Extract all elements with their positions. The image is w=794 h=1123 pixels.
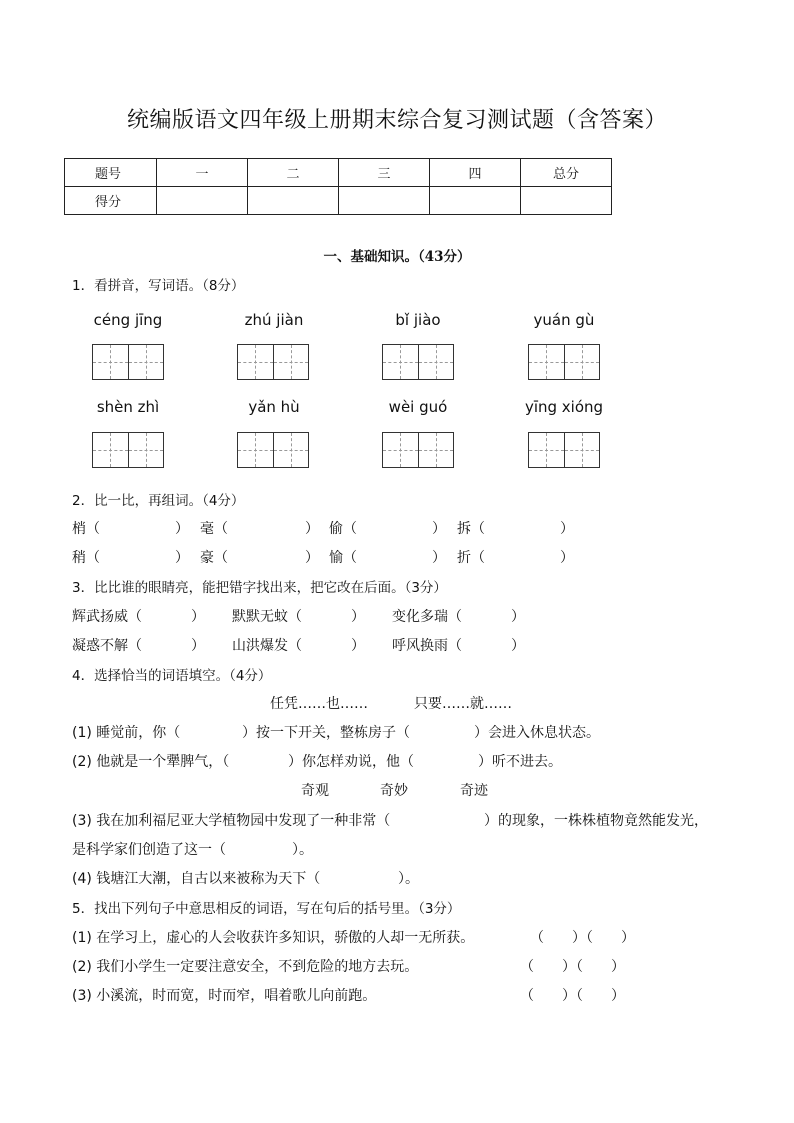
q3-item: 变化多瑞（ [392, 609, 462, 625]
pinyin-label: zhú jiàn [244, 311, 304, 329]
score-table [64, 158, 612, 215]
q5-sentence: (2) 我们小学生一定要注意安全，不到危险的地方去玩。 [72, 959, 419, 975]
q4-sentence-part: ）你怎样劝说，他（ [288, 754, 414, 770]
writing-grid[interactable] [237, 344, 309, 380]
score-header-cell: 三 [339, 159, 430, 187]
question-2-stem: 2．比一比，再组词。（4分） [72, 493, 245, 509]
writing-grid[interactable] [528, 432, 600, 468]
q4-sentence-part: ）按一下开关，整栋房子（ [242, 725, 410, 741]
q4-sentence-part: ）的现象，一株株植物竟然能发光， [484, 813, 708, 829]
q3-item: 呼风换雨（ [392, 638, 462, 654]
page-title: 统编版语文四年级上册期末综合复习测试题（含答案） [126, 108, 667, 133]
q3-item: 辉武扬威（ [72, 609, 142, 625]
pinyin-label: shèn zhì [96, 398, 160, 416]
q4-sentence-part: ）。 [398, 871, 419, 887]
q2-item-close: ） [175, 550, 189, 566]
question-3-stem: 3．比比谁的眼睛亮，能把错字找出来，把它改在后面。（3分） [72, 580, 447, 596]
q2-item-close: ） [305, 521, 319, 537]
pinyin-label: wèi guó [388, 398, 448, 416]
q4-sentence-part: (4) 钱塘江大潮，自古以来被称为天下（ [72, 871, 321, 887]
q4-option: 奇妙 [380, 783, 408, 799]
pinyin-label: yuán gù [533, 311, 595, 329]
question-1-stem: 1．看拼音，写词语。（8分） [72, 278, 245, 294]
score-input-cell[interactable] [157, 187, 248, 215]
q3-item-close: ） [511, 638, 525, 654]
q2-item: 折（ [457, 550, 485, 566]
question-4-stem: 4．选择恰当的词语填空。（4分） [72, 668, 272, 684]
q2-item: 豪（ [200, 550, 228, 566]
q3-item-close: ） [511, 609, 525, 625]
q4-sentence-part: (2) 他就是一个犟脾气，（ [72, 754, 230, 770]
writing-grid[interactable] [528, 344, 600, 380]
q4-option: 奇观 [301, 783, 329, 799]
pinyin-label: bǐ jiào [395, 311, 441, 329]
score-table-header-row [65, 159, 612, 187]
q2-item: 毫（ [200, 521, 228, 537]
q5-answer-brackets[interactable]: （ ）（ ） [530, 930, 635, 946]
q2-item: 愉（ [329, 550, 357, 566]
q5-sentence: (1) 在学习上，虚心的人会收获许多知识，骄傲的人却一无所获。 [72, 930, 475, 946]
q3-item-close: ） [191, 609, 205, 625]
score-header-cell: 四 [430, 159, 521, 187]
q5-answer-brackets[interactable]: （ ）（ ） [520, 988, 625, 1004]
writing-grid[interactable] [237, 432, 309, 468]
q4-option: 只要……就…… [414, 696, 512, 712]
score-table-score-row [65, 187, 612, 215]
q5-answer-brackets[interactable]: （ ）（ ） [520, 959, 625, 975]
q5-sentence: (3) 小溪流，时而宽，时而窄，唱着歌儿向前跑。 [72, 988, 377, 1004]
q3-item: 山洪爆发（ [232, 638, 302, 654]
q2-item: 偷（ [329, 521, 357, 537]
q4-sentence-part: (3) 我在加利福尼亚大学植物园中发现了一种非常（ [72, 813, 391, 829]
score-header-cell: 总分 [521, 159, 612, 187]
q2-item-close: ） [560, 521, 574, 537]
writing-grid[interactable] [382, 344, 454, 380]
writing-grid[interactable] [92, 432, 164, 468]
pinyin-label: yǎn hù [248, 398, 300, 416]
question-5-stem: 5．找出下列句子中意思相反的词语，写在句后的括号里。（3分） [72, 901, 461, 917]
pinyin-label: céng jīng [93, 311, 163, 329]
writing-grid[interactable] [92, 344, 164, 380]
q3-item-close: ） [351, 638, 365, 654]
q4-option: 任凭……也…… [270, 696, 368, 712]
pinyin-label: yīng xióng [524, 398, 604, 416]
q2-item-close: ） [432, 521, 446, 537]
score-input-cell[interactable] [339, 187, 430, 215]
q3-item: 默默无蚊（ [232, 609, 302, 625]
score-row-label: 得分 [65, 187, 157, 215]
score-header-cell: 一 [157, 159, 248, 187]
q3-item-close: ） [191, 638, 205, 654]
q4-sentence-part: ）听不进去。 [478, 754, 562, 770]
section-heading: 一、基础知识。（43分） [323, 249, 471, 265]
q4-option: 奇迹 [460, 783, 488, 799]
q2-item: 稍（ [72, 550, 100, 566]
q3-item-close: ） [351, 609, 365, 625]
q4-sentence-part: ）会进入休息状态。 [474, 725, 600, 741]
q2-item-close: ） [432, 550, 446, 566]
score-header-cell: 二 [248, 159, 339, 187]
score-input-cell[interactable] [430, 187, 521, 215]
q2-item-close: ） [175, 521, 189, 537]
q4-sentence-part: (1) 睡觉前，你（ [72, 725, 181, 741]
q4-sentence-part: 是科学家们创造了这一（ [72, 842, 226, 858]
q2-item: 梢（ [72, 521, 100, 537]
score-header-cell: 题号 [65, 159, 157, 187]
score-input-cell[interactable] [521, 187, 612, 215]
writing-grid[interactable] [382, 432, 454, 468]
q3-item: 凝惑不解（ [72, 638, 142, 654]
q4-sentence-part: ）。 [292, 842, 313, 858]
q2-item-close: ） [560, 550, 574, 566]
score-input-cell[interactable] [248, 187, 339, 215]
q2-item-close: ） [305, 550, 319, 566]
q2-item: 拆（ [457, 521, 485, 537]
